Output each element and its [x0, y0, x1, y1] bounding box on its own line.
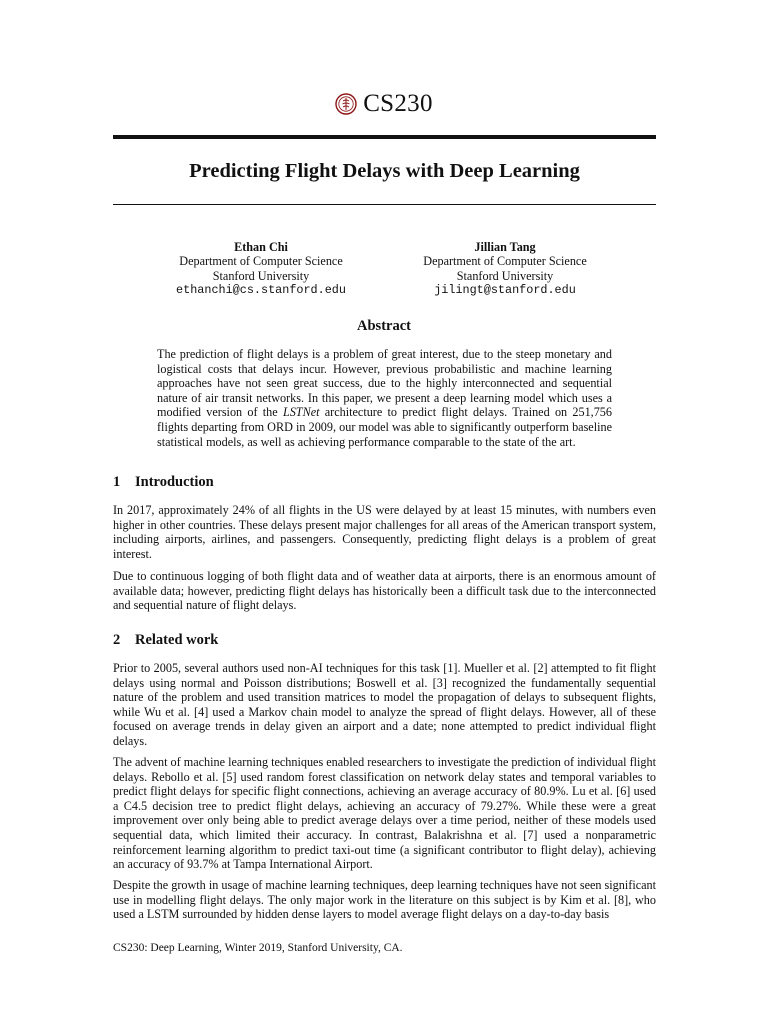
- author-block: [385, 240, 625, 298]
- author-university: Stanford University: [212, 268, 310, 283]
- section-number: 2: [113, 632, 121, 648]
- title-rule-top: [113, 135, 656, 139]
- abstract-text: architecture to predict flight delays. Trained on 251,756 flights departing from ORD in 2009, our model was able to significantly outperform baseline statistical models, as well as achieving performance comparable to the state of the art.: [157, 405, 612, 449]
- title-rule-bottom: [113, 204, 656, 205]
- section-heading-introduction: [113, 474, 214, 491]
- abstract-heading: Abstract: [357, 318, 411, 334]
- author-name: Jillian Tang: [474, 240, 536, 254]
- paragraph: Due to continuous logging of both flight data and of weather data at airports, there is an enormous amount of available data; however, predicting flight delays has historically been a difficult task due to the interconnected and sequential nature of flight delays.: [113, 569, 656, 613]
- abstract-text: The prediction of flight delays is a problem of great interest, due to the steep monetary and logistical costs that delays incur. However, previous probabilistic and machine learning approaches have not seen great success, due to the highly interconnected and sequential nature of air transit networks. In this paper, we present a deep learning model which uses a modified version of the: [157, 347, 612, 420]
- section-title: Introduction: [135, 474, 214, 490]
- paragraph: Despite the growth in usage of machine learning techniques, deep learning techniques have not seen significant use in modelling flight delays. The only major work in the literature on this subject is by Kim et al. [8], who used a LSTM surrounded by hidden dense layers to model average flight delays on a day-to-day basis: [113, 878, 656, 922]
- paragraph: The advent of machine learning techniques enabled researchers to investigate the prediction of individual flight delays. Rebollo et al. [5] used random forest classification on network delay states and temporal variables to predict flight delays for specific flight connections, achieving an average accuracy of 80.9%. Lu et al. [6] used a C4.5 decision tree to predict flight delays, achieving an accuracy of 79.27%. While these were a great improvement over only being able to predict average delays over a time period, neither of these models used sequential data, which limited their accuracy. In contrast, Balakrishna et al. [7] used a nonparametric reinforcement learning algorithm to predict taxi-out time (a significant contributor to flight delay), achieving an accuracy of 93.7% at Tampa International Airport.: [113, 755, 656, 872]
- author-email[interactable]: ethanchi@cs.stanford.edu: [176, 283, 346, 298]
- abstract-emphasis: LSTNet: [282, 405, 320, 420]
- section-heading-related-work: [113, 632, 218, 649]
- author-block: [141, 240, 381, 298]
- author-department: Department of Computer Science: [179, 254, 343, 269]
- author-name: Ethan Chi: [234, 240, 288, 254]
- logo-text: CS230: [363, 90, 433, 117]
- section-number: 1: [113, 474, 121, 490]
- author-university: Stanford University: [456, 268, 554, 283]
- page-footer: CS230: Deep Learning, Winter 2019, Stanford University, CA.: [113, 942, 403, 954]
- paper-title: Predicting Flight Delays with Deep Learning: [189, 160, 580, 182]
- author-department: Department of Computer Science: [423, 254, 587, 269]
- author-email[interactable]: jilingt@stanford.edu: [434, 283, 576, 298]
- paragraph: Prior to 2005, several authors used non-AI techniques for this task [1]. Mueller et al. [2] attempted to fit flight delays using normal and Poisson distributions; Boswell et al. [3] recognized the fundamentally sequential nature of the problem and used transition matrices to model the propagation of delays to subsequent flights, while Wu et al. [4] used a Markov chain model to analyze the spread of flight delays. However, all of these focused on average trends in delay given an airport and a date; none attempted to predict individual flight delays.: [113, 661, 656, 748]
- stanford-seal-icon: [335, 93, 357, 115]
- paragraph: In 2017, approximately 24% of all flights in the US were delayed by at least 15 minutes, with numbers even higher in other countries. These delays present major challenges for all areas of the American transport system, including airports, airlines, and passengers. Consequently, predicting flight delays is a problem of great interest.: [113, 503, 656, 561]
- section-title: Related work: [135, 632, 219, 648]
- course-logo: [0, 90, 768, 118]
- abstract-body: [157, 347, 612, 449]
